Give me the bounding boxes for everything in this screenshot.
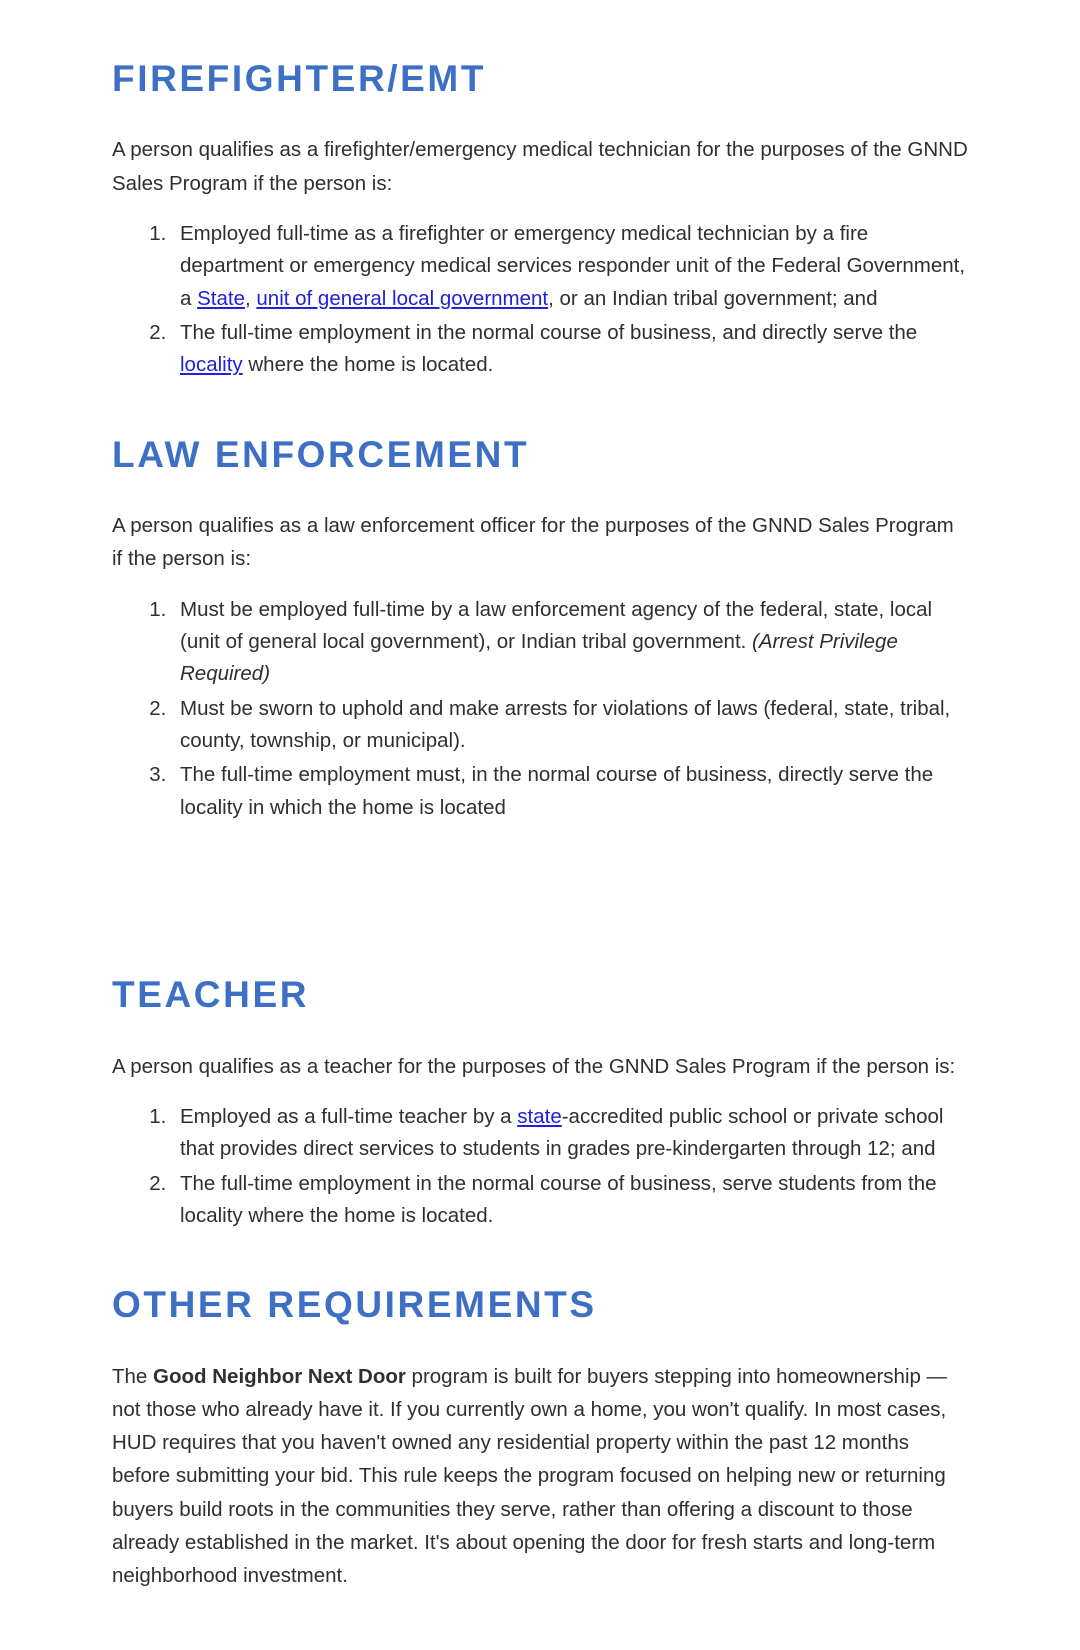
list-item <box>172 594 968 691</box>
heading-teacher: TEACHER <box>112 974 310 1016</box>
list-item <box>172 218 968 315</box>
firefighter-intro-paragraph: A person qualifies as a firefighter/emergency medical technician for the purposes of the GNND Sales Program if the person is: <box>112 138 968 195</box>
section-law-enforcement <box>112 434 968 824</box>
law-enforcement-requirements-list <box>112 594 968 825</box>
other-paragraph-text-part2: program is built for buyers stepping into homeownership — not those who already have it. If you currently own a home, you won't qualify. In most cases, HUD requires that you haven't owned any residential property within the past 12 months before submitting your bid. This rule keeps the program focused on helping new or returning buyers build roots in the communities they serve, rather than offering a discount to those already established in the market. It's about opening the door for fresh starts and long-term neighborhood investment. <box>112 1364 948 1587</box>
heading-firefighter-emt: FIREFIGHTER/EMT <box>112 58 487 99</box>
firefighter-item2-text-part1: The full-time employment in the normal course of business, and directly serve the <box>180 320 918 344</box>
list-item: 3. The full-time employment must, in the normal course of business, directly serve the locality in which the home is located <box>172 759 968 824</box>
program-name-good-neighbor-next-door: Good Neighbor Next Door <box>153 1364 406 1388</box>
other-requirements-paragraph <box>112 1360 968 1592</box>
list-item <box>172 317 968 382</box>
law-enforcement-intro-paragraph: A person qualifies as a law enforcement officer for the purposes of the GNND Sales Program if the person is: <box>112 514 954 571</box>
teacher-item1-text-part1: Employed as a full-time teacher by a <box>180 1104 518 1128</box>
heading-law-enforcement: LAW ENFORCEMENT <box>112 433 530 475</box>
list-item: 2. The full-time employment in the normal course of business, serve students from the locality where the home is located. <box>172 1168 968 1233</box>
section-firefighter-emt <box>112 58 968 382</box>
teacher-item1-text-part2: -accredited public school or private school that provides direct services to students in grades pre-kindergarten through 12; and <box>180 1104 944 1161</box>
link-state-accredited[interactable]: state <box>517 1104 562 1128</box>
teacher-requirements-list <box>112 1101 968 1233</box>
link-unit-of-general-local-government[interactable]: unit of general local government <box>256 286 549 310</box>
heading-other-requirements: OTHER REQUIREMENTS <box>112 1284 597 1326</box>
other-paragraph-text-part1: The <box>112 1364 154 1388</box>
list-item: 2. Must be sworn to uphold and make arrests for violations of laws (federal, state, tribal, county, township, or municipal). <box>172 693 968 758</box>
firefighter-item1-text-part1: Employed full-time as a firefighter or emergency medical technician by a fire department or emergency medical services responder unit of the Federal Government, a <box>180 221 966 310</box>
firefighter-item1-separator: , <box>244 286 257 310</box>
firefighter-requirements-list <box>112 218 968 382</box>
document-content <box>112 58 968 1592</box>
teacher-intro-paragraph: A person qualifies as a teacher for the purposes of the GNND Sales Program if the person is: <box>112 1054 956 1078</box>
section-other-requirements <box>112 1284 968 1592</box>
law-item1-text: Must be employed full-time by a law enforcement agency of the federal, state, local (unit of general local government), or Indian tribal government. <box>180 597 933 653</box>
law-item1-arrest-privilege-note: (Arrest Privilege Required) <box>180 629 898 686</box>
list-item <box>172 1101 968 1166</box>
link-locality[interactable]: locality <box>180 353 243 377</box>
link-state[interactable]: State <box>197 286 245 310</box>
firefighter-item2-text-part2: where the home is located. <box>242 353 494 377</box>
firefighter-item1-text-part2: , or an Indian tribal government; and <box>548 286 878 310</box>
section-teacher <box>112 974 968 1232</box>
